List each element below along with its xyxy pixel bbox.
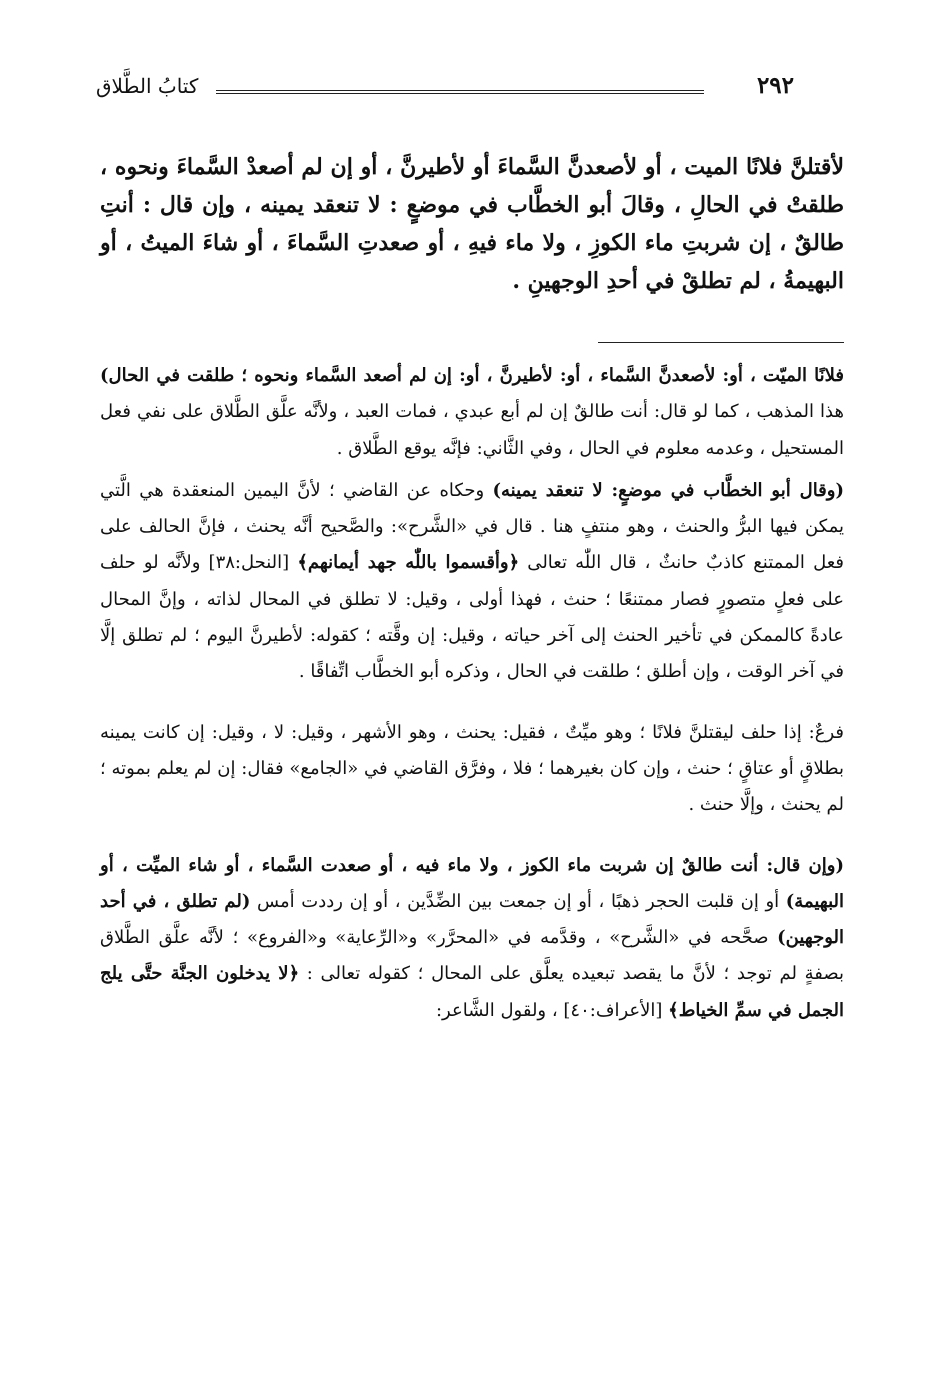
bold-run: (وإن قال: أنت طالقٌ إن شربت ماء الكوز ، ولا ماء فيه ، أو صعدت السَّماء ، أو شاء الميِّت ، أو البهيمة)	[100, 854, 844, 912]
text-run: [النحل:٣٨] ولأنَّه لو حلف على فعلٍ متصورٍ فصار ممتنعًا ؛ حنث ، فهذا أولى ، وقيل: لا تطلق في المحال لذاته ، وإنَّ المحال عادةً كالممكن في تأخير الحنث إلى آخر حياته ، وقيل: إن وقَّته ؛ كقوله: لأطيرنَّ اليوم ؛ لم تطلق إلَّا في آخر الوقت ، وإن أطلق ؛ طلقت في الحال ، وذكره أبو الخطَّاب اتِّفاقًا .	[100, 552, 844, 683]
bold-run: ﴿وأقسموا باللّٰه جهد أيمانهم﴾	[297, 552, 520, 574]
page-header	[96, 70, 794, 110]
text-run: أو إن قلبت الحجر ذهبًا ، أو إن جمعت بين الضِّدَّين ، أو إن رددت أمس	[250, 890, 786, 912]
main-text-paragraph: لأقتلنَّ فلانًا الميت ، أو لأصعدنَّ السَّماءَ أو لأطيرنَّ ، أو إن لم أصعدْ السَّماءَ ونحوه ، طلقتْ في الحالِ ، وقالَ أبو الخطَّاب في موضعٍ : لا تنعقد يمينه ، وإن قال : أنتِ طالقٌ ، إن شربتِ ماء الكوزِ ، ولا ماء فيهِ ، أو صعدتِ السَّماءَ ، أو شاءَ الميتُ ، أو البهيمةُ ، لم تطلقْ في أحدِ الوجهينِ .	[100, 154, 844, 294]
header-rule	[216, 90, 704, 94]
commentary-paragraph	[100, 473, 844, 691]
text-run: هذا المذهب ، كما لو قال: أنت طالقٌ إن لم أبع عبدي ، فمات العبد ، ولأنَّه علَّق الطَّلاق على نفي فعل المستحيل ، وعدمه معلوم في الحال ، وفي الثَّاني: فإنَّه يوقع الطَّلاق .	[100, 401, 844, 459]
footnote-separator	[598, 342, 844, 343]
bold-run: ﴿لا يدخلون الجنَّة حتَّى يلج الجمل في سمِّ الخياط﴾	[100, 963, 844, 1021]
text-run: وحكاه عن القاضي ؛ لأنَّ اليمين المنعقدة هي الَّتي يمكن فيها البرُّ والحنث ، وهو منتفٍ هنا . قال في «الشَّرح»: والصَّحيح أنَّه يحنث ، فإنَّ الحالف على فعل الممتنع كاذبٌ حانثٌ ، قال اللّٰه تعالى	[100, 479, 844, 574]
bold-run: فلانًا الميّت ، أو: لأصعدنَّ السَّماء ، أو: لأطيرنَّ ، أو: إن لم أصعد السَّماء ونحوه ؛ طلقت في الحال)	[100, 365, 844, 386]
text-run: [الأعراف:٤٠] ، ولقول الشَّاعر:	[435, 999, 669, 1021]
main-text	[100, 148, 844, 300]
page-number: ٢٩٢	[756, 72, 794, 99]
text-run: صحَّحه في «الشَّرح» ، وقدَّمه في «المحرَّر» و«الرِّعاية» و«الفروع» ؛ لأنَّه علَّق الطَّلاق بصفةٍ لم توجد ؛ لأنَّ ما يقصد تبعيده يعلَّق على المحال ؛ كقوله تعالى :	[100, 927, 844, 985]
commentary-paragraph	[100, 848, 844, 1029]
commentary-paragraph	[100, 715, 844, 824]
bold-run: (لم تطلق ، في أحد الوجهين)	[100, 890, 844, 949]
bold-run: (وقال أبو الخطَّاب في موضعٍ: لا تنعقد يمينه)	[492, 479, 844, 501]
commentary	[100, 358, 844, 1035]
running-title: كتابُ الطَّلاق	[96, 74, 199, 98]
text-run: فرعٌ: إذا حلف ليقتلنَّ فلانًا ؛ وهو ميِّتٌ ، فقيل: يحنث ، وهو الأشهر ، وقيل: لا ، وقيل: إن كانت يمينه بطلاقٍ أو عتاقٍ ؛ حنث ، وإن كان بغيرهما ؛ فلا ، وفرَّق القاضي في «الجامع» فقال: إن لم يعلم بموته ؛ لم يحنث ، وإلَّا حنث .	[100, 721, 844, 816]
commentary-paragraph	[100, 358, 844, 467]
